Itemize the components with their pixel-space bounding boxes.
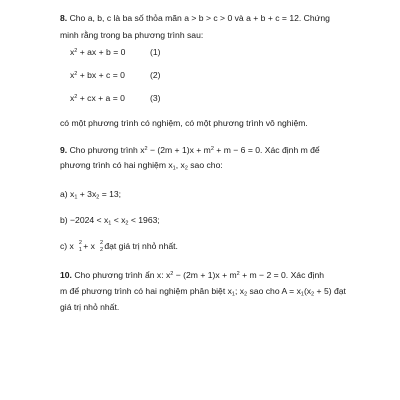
problem-8-conclusion: có một phương trình có nghiệm, có một phương trình vô nghiệm.	[60, 118, 308, 128]
equation-3-tag: (3)	[150, 93, 161, 103]
problem-8-line-2: minh rằng trong ba phương trình sau:	[60, 30, 204, 40]
problem-8-line-1	[60, 13, 330, 24]
problem-10-line-2: m để phương trình có hai nghiệm phân biệt $x_1$; $x_2$ sao cho $A = x_1(x_2 + 5)$ đạt	[60, 286, 346, 298]
equation-2-tag: (2)	[150, 70, 161, 80]
equation-2: $x^2$ + bx + c = 0	[70, 70, 125, 80]
problem-10-line-3: giá trị nhỏ nhất.	[60, 302, 120, 312]
problem-9-line-2: phương trình có hai nghiệm $x_1$, $x_2$ sao cho:	[60, 160, 223, 172]
problem-9-part-a: a) $x_1 + 3x_2 = 13$;	[60, 189, 122, 201]
problem-10-line-1: 10. Cho phương trình ẩn x: $x^2 - (2m + 1)x + m^2 + m - 2 = 0$. Xác định	[60, 270, 325, 280]
problem-9-part-c: c) x 2 1 + x 2 2 đạt giá trị nhỏ nhất.	[60, 240, 178, 253]
equation-1: $x^2$ + ax + b = 0	[70, 47, 126, 57]
problem-9-line-1: 9. Cho phương trình $x^2 - (2m + 1)x + m^2 + m - 6 = 0$. Xác định m để	[60, 145, 320, 155]
problem-8-number: 8.	[60, 13, 68, 23]
problem-9-number: 9.	[60, 145, 68, 155]
problem-10-number: 10.	[60, 270, 72, 280]
equation-1-tag: (1)	[150, 47, 161, 57]
equation-3: $x^2$ + cx + a = 0	[70, 93, 125, 103]
problem-8-text-1: Cho a, b, c là ba số thỏa mãn a > b > c > 0 và a + b + c = 12. Chứng	[69, 13, 330, 23]
problem-9-part-b: $b) -2024 < x_1 < x_2 < 1963$;	[60, 215, 160, 227]
